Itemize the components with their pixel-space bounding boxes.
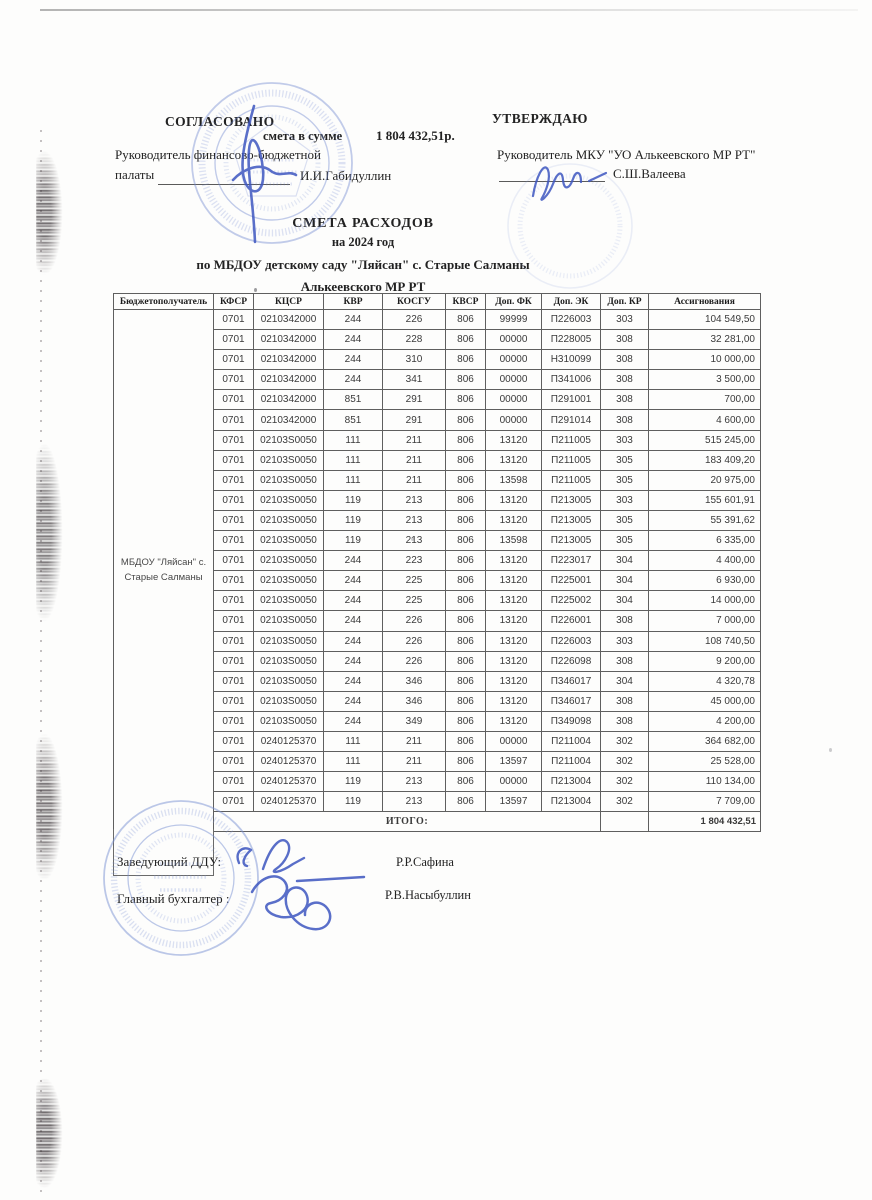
table-cell: 244 bbox=[324, 370, 383, 390]
table-cell: 244 bbox=[324, 711, 383, 731]
table-cell: 111 bbox=[324, 752, 383, 772]
table-cell: 02103S0050 bbox=[254, 510, 324, 530]
table-cell: 108 740,50 bbox=[649, 631, 761, 651]
table-cell: 02103S0050 bbox=[254, 611, 324, 631]
table-cell: 0701 bbox=[214, 551, 254, 571]
table-cell: 0701 bbox=[214, 430, 254, 450]
table-header-row bbox=[114, 294, 761, 310]
table-cell: 55 391,62 bbox=[649, 510, 761, 530]
table-cell: 308 bbox=[601, 410, 649, 430]
table-cell: 349 bbox=[383, 711, 446, 731]
table-cell: 226 bbox=[383, 631, 446, 651]
table-cell: П291001 bbox=[542, 390, 601, 410]
table-cell: 32 281,00 bbox=[649, 330, 761, 350]
table-cell: 0210342000 bbox=[254, 370, 324, 390]
table-cell: 211 bbox=[383, 731, 446, 751]
table-cell: 302 bbox=[601, 731, 649, 751]
table-cell: 228 bbox=[383, 330, 446, 350]
doc-title: СМЕТА РАСХОДОВ bbox=[292, 216, 434, 231]
table-header-cell: Доп. КР bbox=[601, 294, 649, 310]
table-cell: 806 bbox=[446, 310, 486, 330]
table-cell: 00000 bbox=[486, 350, 542, 370]
table-cell: 346 bbox=[383, 691, 446, 711]
table-cell: 02103S0050 bbox=[254, 571, 324, 591]
table-cell: 308 bbox=[601, 611, 649, 631]
table-cell: 806 bbox=[446, 390, 486, 410]
table-cell: П226003 bbox=[542, 631, 601, 651]
table-cell: 226 bbox=[383, 611, 446, 631]
table-cell: П226001 bbox=[542, 611, 601, 631]
table-cell: 806 bbox=[446, 510, 486, 530]
table-header-cell: Бюджетополучатель bbox=[114, 294, 214, 310]
table-cell: 111 bbox=[324, 430, 383, 450]
sum-label: смета в сумме bbox=[263, 129, 343, 143]
table-cell: 213 bbox=[383, 490, 446, 510]
table-cell: 806 bbox=[446, 350, 486, 370]
table-cell: П228005 bbox=[542, 330, 601, 350]
table-cell: 806 bbox=[446, 731, 486, 751]
table-cell: 213 bbox=[383, 772, 446, 792]
table-cell: 0701 bbox=[214, 350, 254, 370]
table-cell: Н310099 bbox=[542, 350, 601, 370]
valeeva-name: С.Ш.Валеева bbox=[613, 166, 686, 181]
table-cell: П346017 bbox=[542, 691, 601, 711]
table-cell: 7 709,00 bbox=[649, 792, 761, 812]
scan-top-edge-line bbox=[40, 9, 858, 11]
table-cell: П291014 bbox=[542, 410, 601, 430]
estimate-table bbox=[113, 293, 761, 832]
safina-name: Р.Р.Сафина bbox=[396, 855, 454, 869]
table-cell: 111 bbox=[324, 470, 383, 490]
estimate-table-body bbox=[114, 310, 761, 832]
table-cell: П225001 bbox=[542, 571, 601, 591]
table-cell: 806 bbox=[446, 330, 486, 350]
table-cell: 0701 bbox=[214, 370, 254, 390]
table-cell: 291 bbox=[383, 410, 446, 430]
agreed-heading: СОГЛАСОВАНО bbox=[165, 114, 275, 129]
table-cell: 7 000,00 bbox=[649, 611, 761, 631]
table-cell: 305 bbox=[601, 450, 649, 470]
table-cell: 0701 bbox=[214, 450, 254, 470]
table-cell: 806 bbox=[446, 631, 486, 651]
table-cell: 302 bbox=[601, 792, 649, 812]
table-cell: 3 500,00 bbox=[649, 370, 761, 390]
table-cell: 341 bbox=[383, 370, 446, 390]
table-cell: 6 930,00 bbox=[649, 571, 761, 591]
table-header-cell: КВР bbox=[324, 294, 383, 310]
table-cell: 0210342000 bbox=[254, 310, 324, 330]
table-cell: 308 bbox=[601, 350, 649, 370]
table-cell: 308 bbox=[601, 691, 649, 711]
table-cell: 0701 bbox=[214, 631, 254, 651]
table-cell: 119 bbox=[324, 510, 383, 530]
table-cell: 225 bbox=[383, 591, 446, 611]
signature-line-left bbox=[158, 184, 290, 185]
table-cell: 213 bbox=[383, 531, 446, 551]
table-cell: П349098 bbox=[542, 711, 601, 731]
table-cell: 13120 bbox=[486, 450, 542, 470]
table-cell: 806 bbox=[446, 591, 486, 611]
mku-director-role: Руководитель МКУ "УО Алькеевского МР РТ" bbox=[497, 147, 756, 162]
table-cell: 02103S0050 bbox=[254, 711, 324, 731]
table-cell: 308 bbox=[601, 711, 649, 731]
table-cell: 4 320,78 bbox=[649, 671, 761, 691]
table-cell: 302 bbox=[601, 752, 649, 772]
table-cell: 304 bbox=[601, 571, 649, 591]
table-cell: 244 bbox=[324, 671, 383, 691]
table-cell: П211005 bbox=[542, 450, 601, 470]
table-cell: 4 600,00 bbox=[649, 410, 761, 430]
table-cell: 700,00 bbox=[649, 390, 761, 410]
total-empty-cell bbox=[601, 812, 649, 832]
table-cell: 0240125370 bbox=[254, 731, 324, 751]
table-cell: 291 bbox=[383, 390, 446, 410]
table-cell: 364 682,00 bbox=[649, 731, 761, 751]
table-cell: 119 bbox=[324, 792, 383, 812]
table-cell: 6 335,00 bbox=[649, 531, 761, 551]
fin-director-role-line2: палаты bbox=[115, 167, 155, 182]
table-cell: 806 bbox=[446, 752, 486, 772]
table-cell: П213005 bbox=[542, 490, 601, 510]
table-cell: 346 bbox=[383, 671, 446, 691]
table-header-cell: Доп. ЭК bbox=[542, 294, 601, 310]
table-cell: 119 bbox=[324, 490, 383, 510]
table-cell: 02103S0050 bbox=[254, 691, 324, 711]
table-cell: 104 549,50 bbox=[649, 310, 761, 330]
table-cell: 99999 bbox=[486, 310, 542, 330]
table-cell: 13120 bbox=[486, 510, 542, 530]
table-cell: 851 bbox=[324, 390, 383, 410]
sum-value: 1 804 432,51р. bbox=[376, 128, 455, 143]
table-cell: 303 bbox=[601, 310, 649, 330]
table-cell: 806 bbox=[446, 490, 486, 510]
table-cell: 0701 bbox=[214, 691, 254, 711]
table-cell: 806 bbox=[446, 531, 486, 551]
scan-speck-line bbox=[40, 130, 42, 1200]
table-cell: 13120 bbox=[486, 591, 542, 611]
scan-speck bbox=[829, 748, 832, 752]
table-cell: 304 bbox=[601, 551, 649, 571]
table-cell: 13120 bbox=[486, 551, 542, 571]
signature-safina bbox=[238, 840, 304, 872]
table-cell: 211 bbox=[383, 430, 446, 450]
table-cell: П225002 bbox=[542, 591, 601, 611]
doc-title-district: Алькеевского МР РТ bbox=[300, 279, 426, 294]
head-label: Заведующий ДДУ: bbox=[117, 854, 222, 869]
table-cell: 0701 bbox=[214, 510, 254, 530]
table-cell: 0210342000 bbox=[254, 390, 324, 410]
table-cell: 244 bbox=[324, 330, 383, 350]
table-cell: 13120 bbox=[486, 691, 542, 711]
table-cell: 244 bbox=[324, 611, 383, 631]
table-cell: 303 bbox=[601, 631, 649, 651]
table-cell: 305 bbox=[601, 470, 649, 490]
table-cell: 211 bbox=[383, 450, 446, 470]
table-header-cell: КОСГУ bbox=[383, 294, 446, 310]
table-cell: 119 bbox=[324, 531, 383, 551]
table-cell: 303 bbox=[601, 490, 649, 510]
table-cell: 0240125370 bbox=[254, 792, 324, 812]
table-cell: 13598 bbox=[486, 470, 542, 490]
table-cell: 02103S0050 bbox=[254, 531, 324, 551]
table-cell: 0210342000 bbox=[254, 350, 324, 370]
table-cell: 0701 bbox=[214, 731, 254, 751]
table-cell: 119 bbox=[324, 772, 383, 792]
table-cell: 806 bbox=[446, 792, 486, 812]
table-cell: 02103S0050 bbox=[254, 430, 324, 450]
table-cell: 806 bbox=[446, 651, 486, 671]
table-cell: 806 bbox=[446, 551, 486, 571]
table-cell: 13120 bbox=[486, 430, 542, 450]
table-cell: 4 200,00 bbox=[649, 711, 761, 731]
table-cell: П211005 bbox=[542, 470, 601, 490]
table-cell: 02103S0050 bbox=[254, 490, 324, 510]
table-cell: 225 bbox=[383, 571, 446, 591]
table-cell: 806 bbox=[446, 370, 486, 390]
table-cell: 244 bbox=[324, 571, 383, 591]
table-cell: 515 245,00 bbox=[649, 430, 761, 450]
table-row bbox=[114, 310, 761, 330]
table-cell: 45 000,00 bbox=[649, 691, 761, 711]
table-cell: 0701 bbox=[214, 591, 254, 611]
table-cell: 02103S0050 bbox=[254, 651, 324, 671]
table-cell: П346017 bbox=[542, 671, 601, 691]
table-cell: 0240125370 bbox=[254, 752, 324, 772]
table-cell: 00000 bbox=[486, 330, 542, 350]
table-cell: П213004 bbox=[542, 772, 601, 792]
table-cell: 0701 bbox=[214, 651, 254, 671]
table-cell: 0701 bbox=[214, 410, 254, 430]
table-cell: 0701 bbox=[214, 310, 254, 330]
table-cell: 10 000,00 bbox=[649, 350, 761, 370]
table-cell: 0701 bbox=[214, 671, 254, 691]
table-cell: 02103S0050 bbox=[254, 591, 324, 611]
table-cell: П211004 bbox=[542, 752, 601, 772]
table-cell: 02103S0050 bbox=[254, 671, 324, 691]
table-cell: 9 200,00 bbox=[649, 651, 761, 671]
table-cell: 0701 bbox=[214, 752, 254, 772]
total-amount-cell: 1 804 432,51 bbox=[649, 812, 761, 832]
table-cell: 213 bbox=[383, 510, 446, 530]
table-cell: 0701 bbox=[214, 711, 254, 731]
table-cell: 13598 bbox=[486, 531, 542, 551]
table-cell: 310 bbox=[383, 350, 446, 370]
total-label-cell: ИТОГО: bbox=[214, 812, 601, 832]
table-cell: П226003 bbox=[542, 310, 601, 330]
table-cell: 0701 bbox=[214, 772, 254, 792]
table-cell: 13120 bbox=[486, 671, 542, 691]
table-cell: 0701 bbox=[214, 490, 254, 510]
accountant-label: Главный бухгалтер : bbox=[117, 891, 230, 906]
table-cell: 111 bbox=[324, 731, 383, 751]
table-cell: 308 bbox=[601, 390, 649, 410]
table-cell: 0701 bbox=[214, 390, 254, 410]
table-cell: 13120 bbox=[486, 571, 542, 591]
table-header-cell: Ассигнования bbox=[649, 294, 761, 310]
table-cell: 0701 bbox=[214, 792, 254, 812]
table-cell: 226 bbox=[383, 651, 446, 671]
table-cell: П226098 bbox=[542, 651, 601, 671]
payee-cell: МБДОУ "Ляйсан" с. Старые Салманы bbox=[114, 310, 214, 832]
table-cell: 305 bbox=[601, 531, 649, 551]
table-cell: 0701 bbox=[214, 531, 254, 551]
table-cell: 111 bbox=[324, 450, 383, 470]
table-cell: 244 bbox=[324, 651, 383, 671]
table-cell: 308 bbox=[601, 651, 649, 671]
table-cell: 302 bbox=[601, 772, 649, 792]
table-cell: 00000 bbox=[486, 772, 542, 792]
table-cell: 0701 bbox=[214, 571, 254, 591]
table-cell: 806 bbox=[446, 450, 486, 470]
table-cell: 0701 bbox=[214, 470, 254, 490]
signature-line-right bbox=[499, 181, 605, 182]
table-cell: П211005 bbox=[542, 430, 601, 450]
table-cell: 244 bbox=[324, 591, 383, 611]
table-cell: 304 bbox=[601, 671, 649, 691]
table-header-cell: КФСР bbox=[214, 294, 254, 310]
table-cell: 226 bbox=[383, 310, 446, 330]
table-header-cell: КВСР bbox=[446, 294, 486, 310]
table-cell: 244 bbox=[324, 350, 383, 370]
table-cell: 211 bbox=[383, 752, 446, 772]
table-cell: 0701 bbox=[214, 330, 254, 350]
table-cell: 02103S0050 bbox=[254, 450, 324, 470]
table-cell: 110 134,00 bbox=[649, 772, 761, 792]
table-cell: 13120 bbox=[486, 631, 542, 651]
table-cell: П213005 bbox=[542, 510, 601, 530]
table-cell: 02103S0050 bbox=[254, 631, 324, 651]
approved-heading: УТВЕРЖДАЮ bbox=[492, 111, 588, 126]
nasybullin-name: Р.В.Насыбуллин bbox=[385, 888, 471, 902]
table-cell: 4 400,00 bbox=[649, 551, 761, 571]
fin-director-role-line1: Руководитель финансово-бюджетной bbox=[115, 147, 321, 162]
table-cell: 806 bbox=[446, 691, 486, 711]
table-cell: 00000 bbox=[486, 370, 542, 390]
table-cell: 13120 bbox=[486, 651, 542, 671]
doc-title-year: на 2024 год bbox=[331, 235, 395, 249]
table-cell: 13120 bbox=[486, 711, 542, 731]
table-cell: 304 bbox=[601, 591, 649, 611]
table-cell: 806 bbox=[446, 772, 486, 792]
table-cell: 02103S0050 bbox=[254, 470, 324, 490]
table-cell: 806 bbox=[446, 671, 486, 691]
signature-nasybullin bbox=[252, 876, 364, 929]
table-cell: 303 bbox=[601, 430, 649, 450]
table-cell: 13120 bbox=[486, 611, 542, 631]
table-cell: 183 409,20 bbox=[649, 450, 761, 470]
table-cell: 25 528,00 bbox=[649, 752, 761, 772]
table-cell: 0240125370 bbox=[254, 772, 324, 792]
table-cell: 806 bbox=[446, 611, 486, 631]
table-cell: 00000 bbox=[486, 410, 542, 430]
table-cell: 13597 bbox=[486, 752, 542, 772]
table-cell: 14 000,00 bbox=[649, 591, 761, 611]
table-cell: 806 bbox=[446, 571, 486, 591]
table-cell: 244 bbox=[324, 631, 383, 651]
table-cell: 244 bbox=[324, 310, 383, 330]
table-cell: П213004 bbox=[542, 792, 601, 812]
table-cell: 223 bbox=[383, 551, 446, 571]
table-cell: 13120 bbox=[486, 490, 542, 510]
table-cell: 13597 bbox=[486, 792, 542, 812]
table-header-cell: КЦСР bbox=[254, 294, 324, 310]
gabidullin-name: И.И.Габидуллин bbox=[300, 168, 392, 183]
table-cell: 806 bbox=[446, 430, 486, 450]
table-cell: 308 bbox=[601, 370, 649, 390]
table-cell: 20 975,00 bbox=[649, 470, 761, 490]
signature-valeeva bbox=[533, 167, 606, 199]
table-cell: П213005 bbox=[542, 531, 601, 551]
table-cell: П341006 bbox=[542, 370, 601, 390]
table-cell: 308 bbox=[601, 330, 649, 350]
table-cell: 806 bbox=[446, 470, 486, 490]
table-cell: 305 bbox=[601, 510, 649, 530]
table-cell: 0210342000 bbox=[254, 330, 324, 350]
table-cell: П211004 bbox=[542, 731, 601, 751]
table-cell: 806 bbox=[446, 410, 486, 430]
table-cell: 0210342000 bbox=[254, 410, 324, 430]
table-cell: 02103S0050 bbox=[254, 551, 324, 571]
table-cell: 244 bbox=[324, 691, 383, 711]
table-cell: 806 bbox=[446, 711, 486, 731]
table-header-cell: Доп. ФК bbox=[486, 294, 542, 310]
table-cell: 00000 bbox=[486, 731, 542, 751]
table-cell: 0701 bbox=[214, 611, 254, 631]
doc-title-org: по МБДОУ детскому саду "Ляйсан" с. Старые Салманы bbox=[196, 257, 530, 272]
table-cell: 213 bbox=[383, 792, 446, 812]
table-cell: 244 bbox=[324, 551, 383, 571]
table-cell: П223017 bbox=[542, 551, 601, 571]
table-cell: 00000 bbox=[486, 390, 542, 410]
table-cell: 851 bbox=[324, 410, 383, 430]
table-cell: 155 601,91 bbox=[649, 490, 761, 510]
table-cell: 211 bbox=[383, 470, 446, 490]
